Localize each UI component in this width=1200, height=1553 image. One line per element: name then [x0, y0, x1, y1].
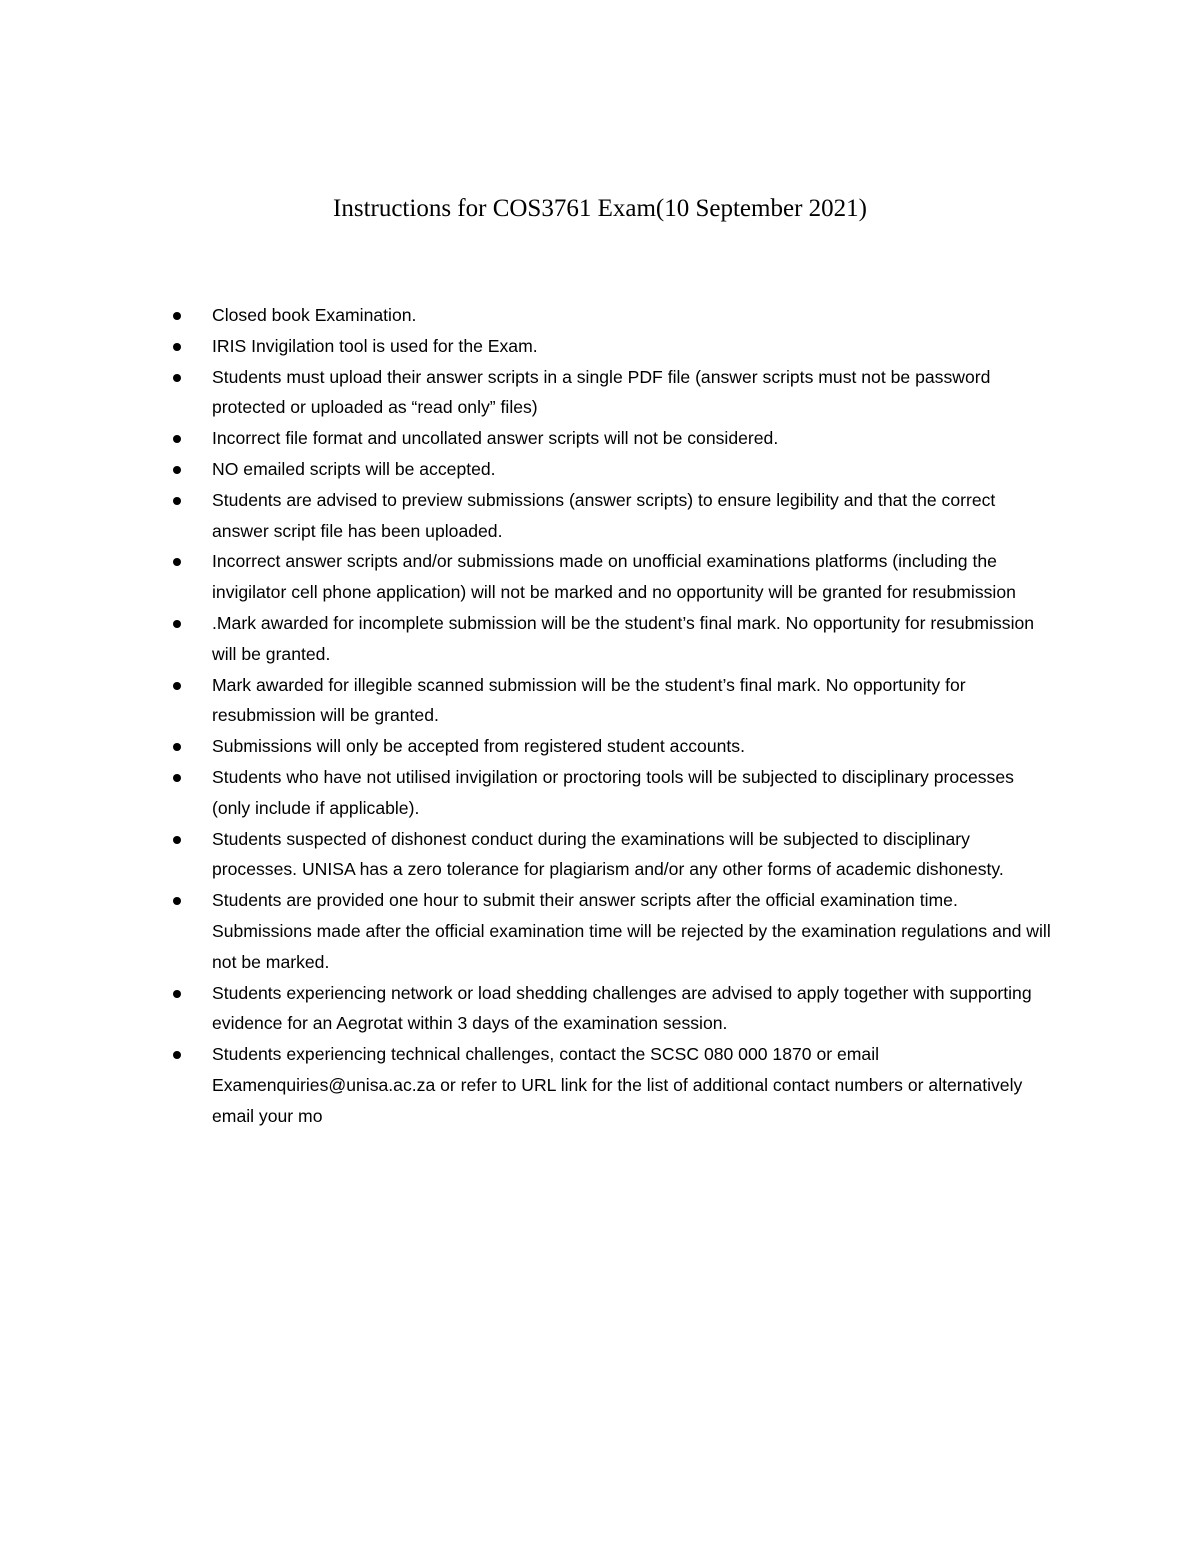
instruction-item: [0, 454, 1052, 485]
bullet-icon: [173, 774, 181, 782]
instruction-item: [0, 300, 1052, 331]
instruction-text: Students who have not utilised invigilation or proctoring tools will be subjected to disciplinary processes (only include if applicable).: [212, 766, 1014, 818]
instruction-text: Incorrect answer scripts and/or submissions made on unofficial examinations platforms (including the invigilator cell phone application) will not be marked and no opportunity will be granted for resubmission: [212, 551, 1016, 603]
instruction-text: Students experiencing technical challenges, contact the SCSC 080 000 1870 or email Examenquiries@unisa.ac.za or refer to URL link for the list of additional contact numbers or alternatively email your mo: [212, 1044, 1023, 1126]
instruction-item: [0, 731, 1052, 762]
instruction-item: [0, 546, 1052, 608]
instruction-text: Students must upload their answer scripts in a single PDF file (answer scripts must not be password protected or uploaded as “read only” files): [212, 366, 991, 418]
bullet-icon: [173, 743, 181, 751]
instruction-text: NO emailed scripts will be accepted.: [212, 458, 496, 479]
instruction-text: .Mark awarded for incomplete submission will be the student’s final mark. No opportunity for resubmission will be granted.: [212, 612, 1035, 664]
instruction-item: [0, 885, 1052, 977]
bullet-icon: [173, 374, 181, 382]
instruction-text: Students experiencing network or load shedding challenges are advised to apply together with supporting evidence for an Aegrotat within 3 days of the examination session.: [212, 982, 1032, 1034]
instruction-item: [0, 423, 1052, 454]
instruction-item: [0, 1039, 1052, 1131]
instruction-item: [0, 824, 1052, 886]
instruction-text: Closed book Examination.: [212, 305, 417, 325]
instruction-list: [0, 300, 1200, 1132]
bullet-icon: [173, 1051, 181, 1059]
bullet-icon: [173, 497, 181, 505]
instruction-text: Incorrect file format and uncollated answer scripts will not be considered.: [212, 428, 779, 449]
instruction-item: [0, 485, 1052, 547]
instruction-text: IRIS Invigilation tool is used for the Exam.: [212, 335, 538, 356]
bullet-icon: [173, 836, 181, 844]
instruction-item: [0, 978, 1052, 1040]
bullet-icon: [173, 312, 181, 320]
instruction-text: Students suspected of dishonest conduct during the examinations will be subjected to disciplinary processes. UNISA has a zero tolerance for plagiarism and/or any other forms of academic dishonesty.: [212, 828, 1004, 880]
instruction-item: [0, 608, 1052, 670]
instruction-text: Mark awarded for illegible scanned submission will be the student’s final mark. No opportunity for resubmission will be granted.: [212, 674, 966, 726]
instruction-item: [0, 331, 1052, 362]
bullet-icon: [173, 435, 181, 443]
instruction-text: Students are provided one hour to submit their answer scripts after the official examination time. Submissions made after the official examination time will be rejected by the examination regulations and will not be marked.: [212, 890, 1051, 972]
document-title: Instructions for COS3761 Exam(10 September 2021): [333, 195, 867, 222]
instruction-item: [0, 762, 1052, 824]
instruction-text: Submissions will only be accepted from registered student accounts.: [212, 736, 745, 757]
instruction-text: Students are advised to preview submissions (answer scripts) to ensure legibility and that the correct answer script file has been uploaded.: [212, 489, 996, 541]
instruction-item: [0, 670, 1052, 732]
bullet-icon: [173, 343, 181, 351]
bullet-icon: [173, 990, 181, 998]
bullet-icon: [173, 682, 181, 690]
bullet-icon: [173, 466, 181, 474]
instruction-item: [0, 362, 1052, 424]
bullet-icon: [173, 620, 181, 628]
bullet-icon: [173, 897, 181, 905]
bullet-icon: [173, 558, 181, 566]
